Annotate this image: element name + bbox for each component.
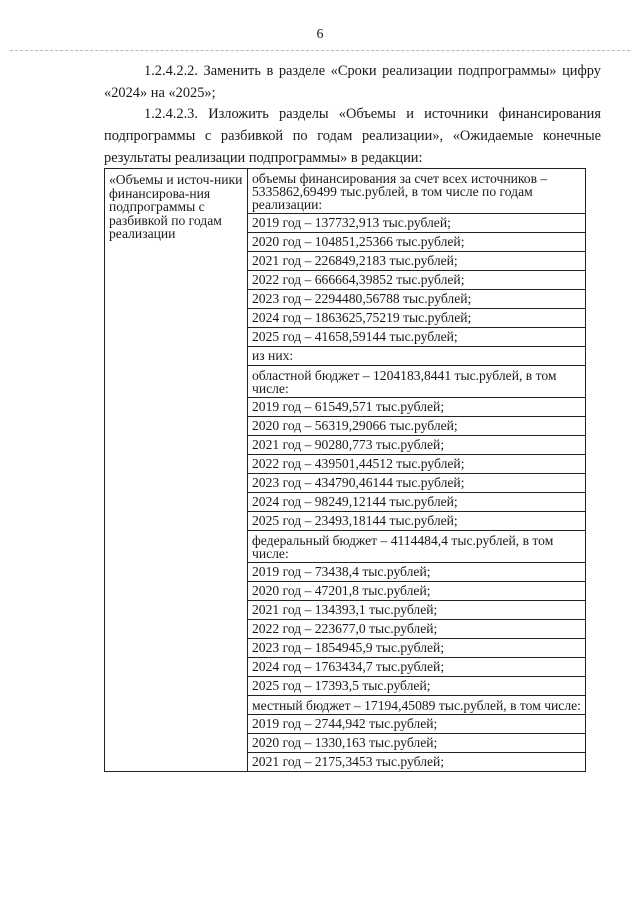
amendment-paragraph-2: 1.2.4.2.3. Изложить разделы «Объемы и источники финансирования подпрограммы с разбивкой по годам реализации», «Ожидаемые конечные результаты реализации подпрограммы» в редакции: (104, 106, 601, 166)
financing-line: 2019 год – 2744,942 тыс.рублей; (248, 715, 585, 734)
financing-line: 2019 год – 61549,571 тыс.рублей; (248, 398, 585, 417)
table-row (105, 169, 586, 772)
financing-line: 2020 год – 104851,25366 тыс.рублей; (248, 233, 585, 252)
financing-line: 2021 год – 226849,2183 тыс.рублей; (248, 252, 585, 271)
financing-line: 2023 год – 2294480,56788 тыс.рублей; (248, 290, 585, 309)
table-content-cell (248, 169, 586, 772)
financing-line: 2020 год – 1330,163 тыс.рублей; (248, 734, 585, 753)
financing-total-line: объемы финансирования за счет всех источников – 5335862,69499 тыс.рублей, в том числе по годам реализации: (248, 169, 585, 214)
financing-line: 2019 год – 73438,4 тыс.рублей; (248, 563, 585, 582)
page-number: 6 (316, 27, 324, 42)
financing-line: 2024 год – 1763434,7 тыс.рублей; (248, 658, 585, 677)
amendment-paragraph-1: 1.2.4.2.2. Заменить в разделе «Сроки реализации подпрограммы» цифру «2024» на «2025»; (104, 63, 601, 101)
financing-line: 2025 год – 17393,5 тыс.рублей; (248, 677, 585, 696)
financing-line: из них: (248, 347, 585, 366)
financing-line: 2024 год – 98249,12144 тыс.рублей; (248, 493, 585, 512)
top-divider (10, 50, 630, 51)
financing-line: 2024 год – 1863625,75219 тыс.рублей; (248, 309, 585, 328)
financing-line: 2022 год – 223677,0 тыс.рублей; (248, 620, 585, 639)
financing-line: 2023 год – 1854945,9 тыс.рублей; (248, 639, 585, 658)
financing-line: 2025 год – 41658,59144 тыс.рублей; (248, 328, 585, 347)
financing-line: 2025 год – 23493,18144 тыс.рублей; (248, 512, 585, 531)
local-budget-line: местный бюджет – 17194,45089 тыс.рублей, в том числе: (248, 696, 585, 715)
financing-line: 2021 год – 134393,1 тыс.рублей; (248, 601, 585, 620)
financing-line: 2023 год – 434790,46144 тыс.рублей; (248, 474, 585, 493)
financing-line: 2022 год – 666664,39852 тыс.рублей; (248, 271, 585, 290)
financing-line: 2022 год – 439501,44512 тыс.рублей; (248, 455, 585, 474)
financing-line: 2019 год – 137732,913 тыс.рублей; (248, 214, 585, 233)
regional-budget-line: областной бюджет – 1204183,8441 тыс.рублей, в том числе: (248, 366, 585, 398)
financing-line: 2020 год – 56319,29066 тыс.рублей; (248, 417, 585, 436)
table-label-cell: «Объемы и источ-ники финансирова-ния подпрограммы с разбивкой по годам реализации (105, 169, 248, 772)
federal-budget-line: федеральный бюджет – 4114484,4 тыс.рублей, в том числе: (248, 531, 585, 563)
financing-line: 2021 год – 90280,773 тыс.рублей; (248, 436, 585, 455)
financing-line: 2021 год – 2175,3453 тыс.рублей; (252, 754, 445, 769)
financing-line: 2020 год – 47201,8 тыс.рублей; (248, 582, 585, 601)
financing-table (104, 168, 586, 772)
